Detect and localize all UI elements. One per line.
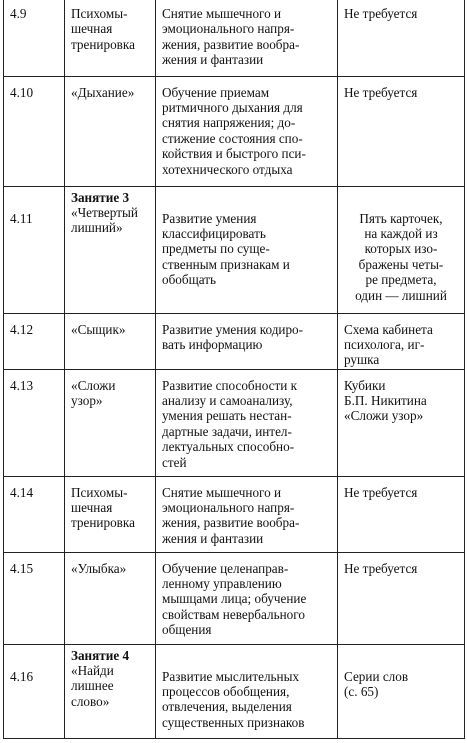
row-number: 4.14 — [4, 476, 65, 552]
lesson-title: Занятие 4 — [71, 647, 130, 663]
exercise-goal: Обучение приемам ритмичного дыхания для снятия напряжения; до- стижение состояния спо- койствия и быстрого пси- хотехнического отдыха — [156, 76, 338, 186]
exercise-goal: Развитие мыслительных процессов обобщения, отвлечения, выделения существенных признаков — [156, 644, 338, 738]
exercise-name-cell — [65, 644, 156, 738]
exercise-goal: Снятие мышечного и эмоционального напря- жения, развитие вообра- жения и фантазии — [156, 476, 338, 552]
exercise-name: «Четвертый лишний» — [71, 204, 138, 236]
exercise-goal: Обучение целенаправ- ленному управлению мышцами лица; обучение свойствам невербального общения — [156, 552, 338, 644]
row-number: 4.9 — [4, 0, 65, 76]
exercise-goal: Развитие умения классифицировать предметы по суще- ственным признакам и обобщать — [156, 186, 338, 313]
exercise-material: Кубики Б.П. Никитина «Сложи узор» — [338, 369, 465, 476]
exercise-name: «Улыбка» — [65, 552, 156, 644]
table-row — [4, 476, 465, 552]
exercise-material: Не требуется — [338, 0, 465, 76]
row-number: 4.12 — [4, 313, 65, 369]
exercise-name: «Сложи узор» — [65, 369, 156, 476]
table-row — [4, 76, 465, 186]
exercise-material: Не требуется — [338, 552, 465, 644]
exercise-material: Не требуется — [338, 76, 465, 186]
row-number: 4.13 — [4, 369, 65, 476]
row-number: 4.10 — [4, 76, 65, 186]
exercise-goal: Развитие способности к анализу и самоанализу, умения решать нестан- дартные задачи, интел- лектуальных способно- стей — [156, 369, 338, 476]
exercise-goal: Снятие мышечного и эмоционального напря- жения, развитие вообра- жения и фантазии — [156, 0, 338, 76]
exercise-table — [3, 0, 465, 739]
exercise-name: «Сыщик» — [65, 313, 156, 369]
exercise-name-cell — [65, 186, 156, 313]
row-number: 4.16 — [4, 644, 65, 738]
exercise-name: «Найди лишнее слово» — [71, 662, 114, 709]
exercise-material: Серии слов (с. 65) — [338, 644, 465, 738]
exercise-material: Пять карточек, на каждой из которых изо- бражены четы- ре предмета, один — лишний — [338, 186, 465, 313]
table-row — [4, 0, 465, 76]
row-number: 4.15 — [4, 552, 65, 644]
table-row — [4, 644, 465, 738]
exercise-goal: Развитие умения кодиро- вать информацию — [156, 313, 338, 369]
table-row — [4, 552, 465, 644]
lesson-title: Занятие 3 — [71, 189, 130, 205]
exercise-name: Психомы- шечная тренировка — [65, 0, 156, 76]
row-number: 4.11 — [4, 186, 65, 313]
exercise-name: Психомы- шечная тренировка — [65, 476, 156, 552]
exercise-material: Схема кабинета психолога, иг- рушка — [338, 313, 465, 369]
table-row — [4, 369, 465, 476]
table-row — [4, 186, 465, 313]
exercise-material: Не требуется — [338, 476, 465, 552]
exercise-name: «Дыхание» — [65, 76, 156, 186]
table-row — [4, 313, 465, 369]
